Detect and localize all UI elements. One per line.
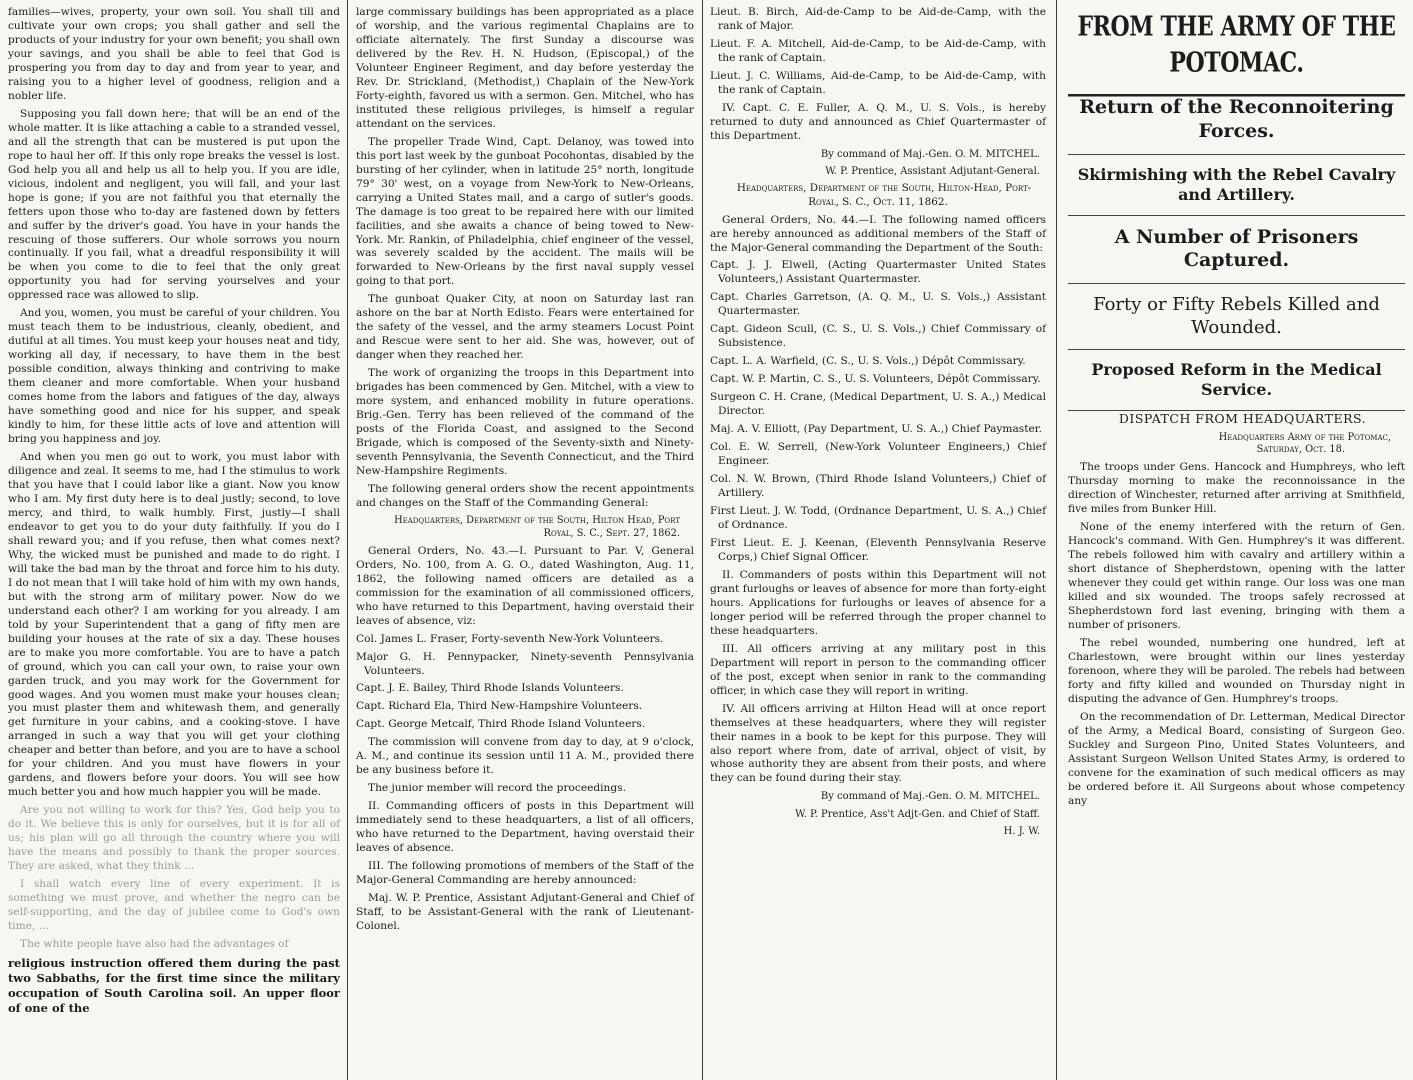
order-item: Major G. H. Pennypacker, Ninety-seventh Pennsylvania Volunteers. (356, 650, 694, 677)
paragraph: religious instruction offered them during the past two Sabbaths, for the first time since the military occupation of South Carolina soil. An upper floor of one of the (8, 955, 340, 1015)
signature: H. J. W. (1003, 825, 1040, 837)
paragraph: General Orders, No. 43.—I. Pursuant to Par. V, General Orders, No. 100, from A. G. O., dated Washington, Aug. 11, 1862, the following named officers are detailed as a commission for the examination of all commissioned officers, who have returned to this Department, having overstaid their leaves of absence, viz: (356, 544, 694, 627)
column-1 (0, 0, 348, 1080)
headline: A Number of Prisoners Captured. (1068, 216, 1405, 285)
order-item: Col. N. W. Brown, (Third Rhode Island Volunteers,) Chief of Artillery. (710, 473, 1046, 500)
order-item: Capt. Richard Ela, Third New-Hampshire Volunteers. (356, 700, 643, 713)
paragraph: And you, women, you must be careful of your children. You must teach them to be industrious, cleanly, obedient, and dutiful at all times. You must keep your houses neat and tidy, working all day, if necessary, to have them in the best possible condition, always thinking and contriving to make them cleaner and more comfortable. When your husband comes home from the labors and fatigues of the day, always have something good and nice for his supper, and speak kindly to him, for these little acts of love and attention will bring you happiness and joy. (8, 307, 340, 446)
order-item: Lieut. F. A. Mitchell, Aid-de-Camp, to be Aid-de-Camp, with the rank of Captain. (710, 37, 1046, 64)
order-item: Capt. L. A. Warfield, (C. S., U. S. Vols.,) Dépôt Commissary. (710, 355, 1026, 368)
paragraph: The work of organizing the troops in this Department into brigades has been commenced by Gen. Mitchel, with a view to more system, and enhanced mobility in future operations. Brig.-Gen. Terry has been relieved of the command of the posts of the Florida Coast, and assigned to the Second Brigade, which is composed of the Seventy-sixth and Ninety-seventh Pennsylvania, the Seventh Connecticut, and the Third New-Hampshire Regiments. (356, 367, 694, 477)
order-item: Lieut. B. Birch, Aid-de-Camp to be Aid-de-Camp, with the rank of Major. (710, 6, 1046, 32)
signature: W. P. Prentice, Assistant Adjutant-General. (825, 165, 1040, 177)
paragraph: families—wives, property, your own soil. You shall till and cultivate your own crops; you shall gather and sell the products of your industry for your own benefit; you shall own your savings, and you shall be able to feel that God is prospering you from day to day and from year to year, and raising you to a higher level of goodness, religion and a nobler life. (8, 6, 340, 102)
signature: By command of Maj.-Gen. O. M. MITCHEL. (820, 791, 1040, 803)
paragraph: The gunboat Quaker City, at noon on Saturday last ran ashore on the bar at North Edisto. Fears were entertained for the safety of the vessel, and the army steamers Locust Point and Rescue were sent to her aid. She was, however, out of danger when they reached her. (356, 293, 694, 362)
order-item: Maj. A. V. Elliott, (Pay Department, U. S. A.,) Chief Paymaster. (710, 423, 1042, 436)
column-rule (1056, 0, 1057, 1080)
signature: W. P. Prentice, Ass't Adjt-Gen. and Chief of Staff. (795, 808, 1040, 820)
headline: Skirmishing with the Rebel Cavalry and Artillery. (1068, 155, 1405, 216)
faded-paragraph: Are you not willing to work for this? Yes, God help you to do it. We believe this is only for ourselves, but it is for all of us; his plan will go all through the country where you will have the means and possibly to thank the proper sources. They are asked, what they think ... (8, 804, 340, 873)
paragraph: II. Commanders of posts within this Department will not grant furloughs or leaves of absence for more than forty-eight hours. Applications for furloughs or leaves of absence for a longer period will be referred through the proper channel to these headquarters. (710, 568, 1046, 637)
order-item: First Lieut. J. W. Todd, (Ordnance Department, U. S. A.,) Chief of Ordnance. (710, 505, 1046, 531)
order-item: Capt. J. J. Elwell, (Acting Quartermaster United States Volunteers,) Assistant Quartermaster. (710, 259, 1046, 286)
headline: Return of the Reconnoitering Forces. (1068, 86, 1405, 155)
article-masthead: FROM THE ARMY OF THE POTOMAC. (1068, 4, 1405, 97)
headline: Proposed Reform in the Medical Service. (1068, 350, 1405, 411)
paragraph: III. The following promotions of members of the Staff of the Major-General Commanding are hereby announced: (356, 860, 694, 887)
paragraph: large commissary buildings has been appropriated as a place of worship, and the various regimental Chaplains are to officiate alternately. The first Sunday a discourse was delivered by the Rev. H. N. Hudson, (Episcopal,) of the Volunteer Engineer Regiment, and day before yesterday the Rev. Dr. Strickland, (Methodist,) Chaplain of the New-York Forty-eighth, favored us with a sermon. Gen. Mitchel, who has instituted these religious privileges, is himself a regular attendant on the services. (356, 6, 694, 130)
paragraph: The white people have also had the advantages of (20, 937, 289, 950)
order-item: Capt. George Metcalf, Third Rhode Island Volunteers. (356, 718, 646, 731)
dateline: Headquarters Army of the Potomac, (1218, 431, 1391, 443)
paragraph: II. Commanding officers of posts in this Department will immediately send to these headquarters, a list of all officers, who have returned to the Department, having overstaid their leaves of absence. (356, 800, 694, 855)
paragraph: The following general orders show the recent appointments and changes on the Staff of the Commanding General: (356, 482, 694, 509)
order-item: Capt. Charles Garretson, (A. Q. M., U. S. Vols.,) Assistant Quartermaster. (710, 291, 1046, 318)
order-item: Surgeon C. H. Crane, (Medical Department, U. S. A.,) Medical Director. (710, 391, 1046, 418)
paragraph: And when you men go out to work, you must labor with diligence and zeal. It seems to me, had I the stimulus to work that you have that I could labor like a giant. Now you know who I am. My first duty here is to deal justly; second, to love mercy, and third, to walk humbly. First, justly—I shall endeavor to get you to do your duty faithfully. If you do I shall reward you; and if you refuse, then what comes next? Why, the wicked must be punished and made to do right. I will take the bad man by the throat and force him to his duty. I do not mean that I will take hold of him with my own hands, but with the strong arm of military power. Now do we understand each other? I am working for you already. I am told by your Superintendent that a gang of fifty men are building your houses at the rate of six a day. These houses are to make you more comfortable. You are to have a patch of ground, which you can call your own, to raise your own garden truck, and you may work for the Government for good wages. And you women must make your houses clean; you must plaster them and whitewash them, and generally get furniture in your cabins, and a cooking-stove. I have arranged in such a way that you will get your clothing cheaper and better than before, and you are to have a school for your children. And you must have flowers in your gardens, and flowers before your doors. You will see how much better you and how much happier you will be made. (8, 451, 340, 799)
order-item: Capt. J. E. Bailey, Third Rhode Islands Volunteers. (356, 682, 624, 695)
faded-paragraph: I shall watch every line of every experiment. It is something we must prove, and whether the negro can be self-supporting, and the day of jubilee come to God's own time, ... (8, 878, 340, 932)
order-heading: Headquarters, Department of the South, Hilton-Head, Port-Royal, S. C., Oct. 11, 1862. (736, 182, 1032, 208)
paragraph: IV. All officers arriving at Hilton Head will at once report themselves at these headquarters, where they will register their names in a book to be kept for this purpose. They will also report where from, date of arrival, object of visit, by whose authority they are absent from their posts, and where they can be found during their stay. (710, 702, 1046, 785)
paragraph: The rebel wounded, numbering one hundred, left at Charlestown, were brought within our lines yesterday forenoon, where they will be paroled. The rebels had between forty and fifty killed and wounded on Thursday night in disputing the advance of Gen. Humphrey's troops. (1068, 637, 1405, 705)
column-4 (1058, 0, 1413, 1080)
dateline: Saturday, Oct. 18. (1256, 444, 1345, 456)
column-2 (348, 0, 702, 1080)
paragraph: Supposing you fall down here; that will be an end of the whole matter. It is like attaching a cable to a stranded vessel, and all the strength that can be mustered is put upon the rope to haul her off. If this only rope breaks the vessel is lost. God help you all and help us all to help you. If you are idle, vicious, indolent and negligent, you will fall, and your last hope is gone; if you are not faithful you that eternally the fetters upon those who to-day are fastened down by fetters and suffer by the driver's goad. You have in your hands the rescuing of those sufferers. Our whole sorrows you nourn continually. If you fail, what a dreadful responsibility it will be when you come to die to feel that the only great opportunity you had for serving yourselves and your oppressed race was allowed to slip. (8, 107, 340, 302)
order-item: Lieut. J. C. Williams, Aid-de-Camp, to be Aid-de-Camp, with the rank of Captain. (710, 69, 1046, 96)
paragraph: The junior member will record the proceedings. (368, 782, 626, 795)
paragraph: Maj. W. P. Prentice, Assistant Adjutant-General and Chief of Staff, to be Assistant-General with the rank of Lieutenant-Colonel. (356, 892, 694, 932)
order-item: Capt. W. P. Martin, C. S., U. S. Volunteers, Dépôt Commissary. (710, 373, 1041, 386)
dateline: Headquarters, Department of the South, Hilton Head, Port Royal, S. C., Sept. 27, 1862. (394, 514, 680, 539)
headline: Forty or Fifty Rebels Killed and Wounded. (1068, 284, 1405, 350)
column-3 (702, 0, 1054, 1080)
paragraph: General Orders, No. 44.—I. The following named officers are hereby announced as additional members of the Staff of the Major-General commanding the Department of the South: (710, 213, 1046, 254)
order-item: First Lieut. E. J. Keenan, (Eleventh Pennsylvania Reserve Corps,) Chief Signal Officer. (710, 536, 1046, 563)
paragraph: IV. Capt. C. E. Fuller, A. Q. M., U. S. Vols., is hereby returned to duty and announced as Chief Quartermaster of this Department. (710, 101, 1046, 142)
subheading: DISPATCH FROM HEADQUARTERS. (1118, 411, 1367, 427)
order-item: Col. E. W. Serrell, (New-York Volunteer Engineers,) Chief Engineer. (710, 441, 1046, 468)
signature: By command of Maj.-Gen. O. M. MITCHEL. (820, 148, 1040, 160)
paragraph: III. All officers arriving at any military post in this Department will report in person to the commanding officer of the post, except when senior in rank to the commanding officer, in which case they will report in writing. (710, 642, 1046, 697)
order-item: Col. James L. Fraser, Forty-seventh New-York Volunteers. (356, 632, 664, 645)
paragraph: The troops under Gens. Hancock and Humphreys, who left Thursday morning to make the reconnoissance in the direction of Winchester, returned after arriving at Smithfield, five miles from Bunker Hill. (1068, 461, 1405, 516)
paragraph: None of the enemy interfered with the return of Gen. Hancock's command. With Gen. Humphrey's it was different. The rebels followed him with cavalry and artillery within a short distance of Shepherdstown, opening with the latter whenever they could get within range. Our loss was one man killed and six wounded. The troops safely recrossed at Shepherdstown ford last evening, bringing with them a number of prisoners. (1068, 521, 1405, 632)
paragraph: The propeller Trade Wind, Capt. Delanoy, was towed into this port last week by the gunboat Pocohontas, disabled by the bursting of her cylinder, when in latitude 25° north, longitude 79° 30' west, on a voyage from New-York to New-Orleans, carrying a United States mail, and a cargo of sutler's goods. The damage is too great to be repaired here with our limited facilities, and she awaits a chance of being towed to New-York. Mr. Rankin, of Philadelphia, chief engineer of the vessel, was severely scalded by the accident. The mails will be forwarded to New-Orleans by the first naval supply vessel going to that port. (356, 135, 694, 288)
paragraph: The commission will convene from day to day, at 9 o'clock, A. M., and continue its session until 11 A. M., provided there be any business before it. (356, 736, 694, 777)
paragraph: On the recommendation of Dr. Letterman, Medical Director of the Army, a Medical Board, consisting of Surgeon Geo. Suckley and Surgeon Pino, United States Volunteers, and Assistant Surgeon Wellson United States Army, is ordered to convene for the examination of such medical officers as may be ordered before it. All Surgeons about whose competency any (1068, 710, 1405, 807)
order-item: Capt. Gideon Scull, (C. S., U. S. Vols.,) Chief Commissary of Subsistence. (710, 323, 1046, 350)
